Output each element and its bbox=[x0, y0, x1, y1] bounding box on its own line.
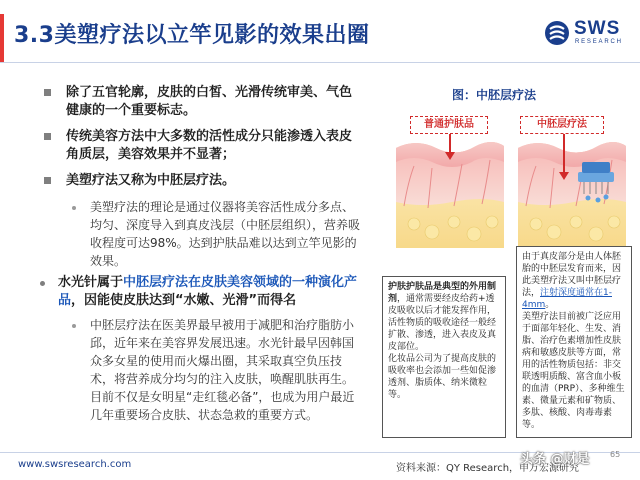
bullet-1 bbox=[44, 84, 364, 120]
page-number: 65 bbox=[610, 450, 621, 459]
skincare-desc-text-2: 化妆品公司为了提高皮肤的吸收率也会添加一些如促渗透剂、脂质体、纳米微粒等。 bbox=[388, 354, 497, 400]
bullet-4 bbox=[36, 274, 364, 310]
sws-logo-icon bbox=[544, 20, 570, 46]
bullet-3-sub bbox=[66, 198, 364, 270]
dot-bullet-icon bbox=[40, 281, 45, 286]
square-bullet-icon bbox=[44, 177, 51, 184]
footer-url[interactable]: www.swsresearch.com bbox=[18, 459, 132, 470]
dot-bullet-icon bbox=[72, 206, 76, 210]
skincare-desc-bold: 护肤护肤品是典型的外用制剂 bbox=[388, 282, 497, 304]
left-skin-block bbox=[396, 132, 504, 248]
logo-text: SWS bbox=[574, 18, 621, 39]
label-ordinary-skincare: 普通护肤品 bbox=[410, 116, 488, 134]
bullet-4-text-pre: 水光针属于 bbox=[58, 275, 124, 290]
bullet-2-text: 传统美容方法中大多数的活性成分只能渗透入表皮角质层，美容效果并不显著； bbox=[66, 129, 353, 162]
bullet-list bbox=[44, 84, 364, 428]
footer-source: 资料来源：QY Research，申万宏源研究 bbox=[396, 463, 580, 474]
square-bullet-icon bbox=[44, 89, 51, 96]
bullet-3-text: 美塑疗法又称为中胚层疗法。 bbox=[66, 173, 236, 188]
header-divider bbox=[0, 62, 640, 63]
skincare-desc-text: ，通常需要经皮给药+透皮吸收以后才能发挥作用，活性物质的吸收途径一般经扩散、渗透，进入表皮及真皮部位。 bbox=[388, 294, 497, 352]
sws-logo bbox=[544, 18, 630, 50]
bullet-3-sub-text: 美塑疗法的理论是通过仪器将美容活性成分多点、均匀、深度导入到真皮浅层（中胚层组织），营养吸收程度可达98%。达到护肤品难以达到立竿见影的效果。 bbox=[90, 200, 361, 268]
mesotherapy-description-box bbox=[516, 246, 632, 438]
logo-subtext: RESEARCH bbox=[575, 39, 623, 45]
square-bullet-icon bbox=[44, 133, 51, 140]
bullet-3 bbox=[44, 172, 364, 190]
meso-desc-text-1: 由于真皮部分是由人体胚胎的中胚层发育而来，因此美塑疗法又叫中胚层疗法， bbox=[522, 252, 622, 298]
bullet-4-text-post: ，因能使皮肤达到“水嫩、光滑”而得名 bbox=[71, 293, 297, 308]
meso-desc-end: 。 bbox=[545, 300, 555, 310]
watermark: 头条 @财是 bbox=[520, 452, 590, 467]
figure-caption: 图：中胚层疗法 bbox=[452, 88, 537, 102]
bullet-4-highlight: 中胚层疗法在皮肤美容领域的一种演化产品 bbox=[58, 275, 358, 308]
meso-desc-text-2: 美塑疗法目前被广泛应用于面部年轻化、生发、消脂、治疗色素增加性皮肤病和敏感皮肤等方面，常用的活性物质包括：非交联透明质酸、富含血小板的血清（PRP）、多种维生素、微量元素和矿物质、多肽、核酸、肉毒毒素等。 bbox=[522, 312, 625, 430]
header-accent-bar bbox=[0, 14, 4, 62]
skincare-description-box bbox=[382, 276, 506, 438]
meso-desc-depth: 注射深度通常在1-4mm bbox=[522, 288, 612, 310]
page-title: 3.3美塑疗法以立竿见影的效果出圈 bbox=[14, 23, 370, 48]
bullet-1-text: 除了五官轮廓，皮肤的白皙、光滑传统审美、气色健康的一个重要标志。 bbox=[66, 85, 353, 118]
bullet-4-sub bbox=[66, 316, 364, 424]
dot-bullet-icon bbox=[72, 324, 76, 328]
bullet-4-sub-text: 中胚层疗法在医美界最早被用于减肥和治疗脂肪小邱，近年来在美容界发展迅速。水光针最早因韩国众多女星的使用而火爆出圈，其采取真空负压技术，将营养成分均匀的注入皮肤，唤醒肌肤再生。目前不仅是女明星“走红毯必备”，也成为用户最近几年重要场合皮肤、状态急救的重要方式。 bbox=[90, 318, 355, 422]
bullet-2 bbox=[44, 128, 364, 164]
right-skin-block bbox=[518, 132, 626, 248]
label-mesotherapy: 中胚层疗法 bbox=[520, 116, 604, 134]
